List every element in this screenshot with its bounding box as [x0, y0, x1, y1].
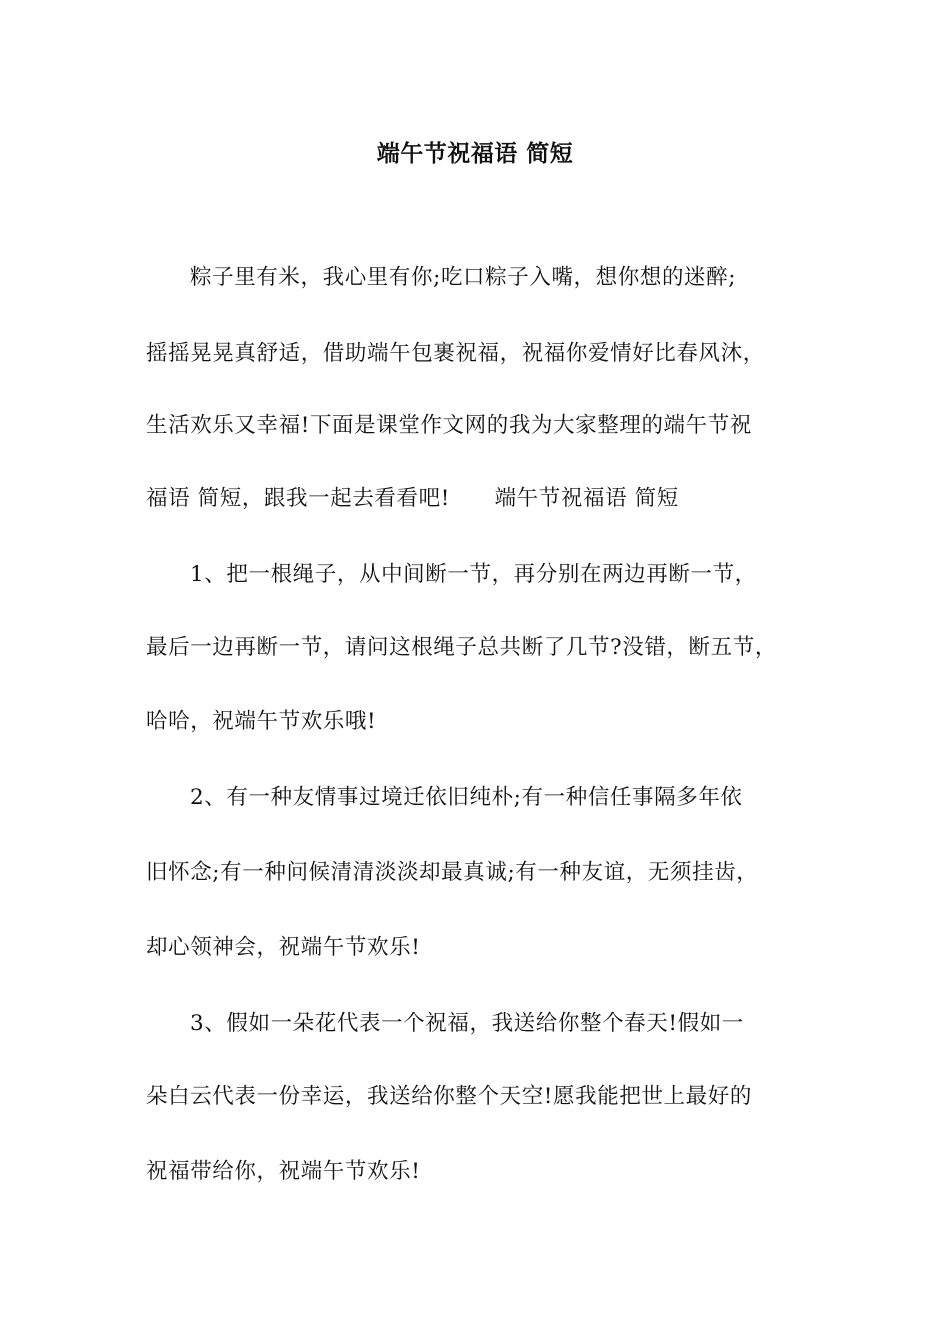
paragraph-line: 3、假如一朵花代表一个祝福，我送给你整个春天!假如一: [190, 1011, 744, 1036]
paragraph-line: 旧怀念;有一种问候清清淡淡却最真诚;有一种友谊，无须挂齿，: [146, 860, 759, 885]
paragraph-line: 福语 简短，跟我一起去看看吧! 端午节祝福语 简短: [146, 486, 679, 511]
paragraph-line: 2、有一种友情事过境迁依旧纯朴;有一种信任事隔多年依: [190, 785, 743, 810]
paragraph-line: 朵白云代表一份幸运，我送给你整个天空!愿我能把世上最好的: [146, 1084, 752, 1109]
paragraph-line: 哈哈，祝端午节欢乐哦!: [146, 709, 377, 734]
paragraph-line: 却心领神会，祝端午节欢乐!: [146, 935, 421, 960]
paragraph-line: 粽子里有米，我心里有你;吃口粽子入嘴，想你想的迷醉;: [190, 265, 737, 290]
page-title: 端午节祝福语 简短: [376, 140, 574, 167]
paragraph-line: 1、把一根绳子，从中间断一节，再分别在两边再断一节，: [190, 562, 757, 587]
paragraph-line: 祝福带给你，祝端午节欢乐!: [146, 1159, 421, 1184]
paragraph-line: 摇摇晃晃真舒适，借助端午包裹祝福，祝福你爱情好比春风沐，: [146, 341, 765, 366]
paragraph-line: 最后一边再断一节，请问这根绳子总共断了几节?没错，断五节，: [146, 635, 777, 660]
paragraph-line: 生活欢乐又幸福!下面是课堂作文网的我为大家整理的端午节祝: [146, 413, 752, 438]
